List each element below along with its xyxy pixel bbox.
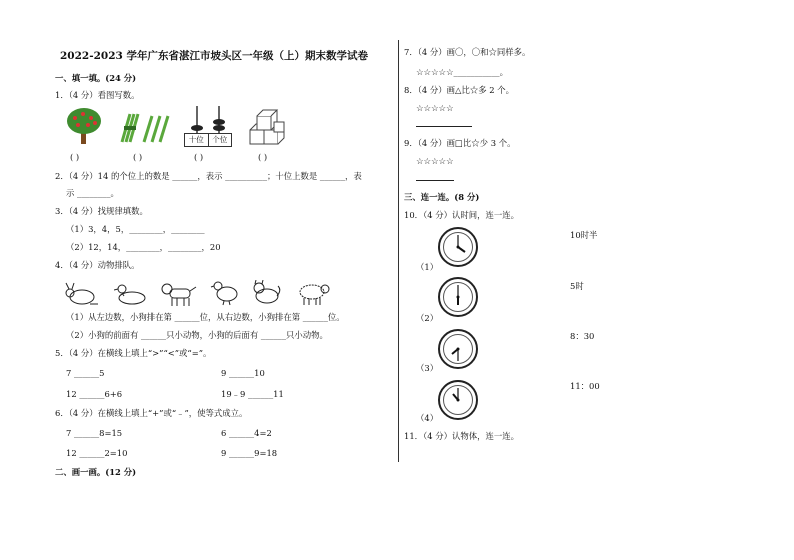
q6-item-2: 6 ______4=2 [221, 428, 272, 438]
time-option-2[interactable]: 5时 [570, 281, 584, 291]
sheep-icon [294, 280, 330, 306]
question-10: 10．（4 分）认时间，连一连。 [404, 210, 519, 220]
q5-item-4: 19﹣9 ______11 [221, 389, 284, 399]
clock-2-icon [438, 277, 478, 317]
question-2-line-2: 示 ________。 [66, 188, 119, 198]
clock-label-3: （3） [416, 363, 439, 373]
q5-item-3: 12 ______6+6 [66, 389, 123, 399]
question-8: 8．（4 分）画△比☆多 2 个。 [404, 85, 514, 95]
q5-item-2: 9 ______10 [221, 368, 265, 378]
duck-icon [114, 282, 148, 306]
time-option-4[interactable]: 11：00 [570, 381, 600, 391]
section-2-heading: 二、画一画。(12 分) [55, 467, 137, 477]
column-divider [398, 40, 399, 462]
clock-1-icon [438, 227, 478, 267]
clock-3-icon [438, 329, 478, 369]
sticks-bundle-icon [118, 110, 176, 146]
page-title: 2022-2023 学年广东省湛江市坡头区一年级（上）期末数学试卷 [60, 50, 368, 62]
time-option-1[interactable]: 10时半 [570, 230, 598, 240]
q6-item-4: 9 ______9=18 [221, 448, 278, 458]
q7-stars-line: ☆☆☆☆☆___________。 [416, 67, 508, 77]
question-7: 7．（4 分）画〇，〇和☆同样多。 [404, 47, 531, 57]
question-4-part-2: （2）小狗的前面有 ______只小动物，小狗的后面有 ______只小动物。 [66, 330, 328, 340]
cat-icon [250, 280, 282, 306]
section-1-heading: 一、填一填。(24 分) [55, 73, 137, 83]
question-3-part-2: （2）12，14，________，________，20 [66, 242, 221, 252]
question-2-line-1: 2．（4 分）14 的个位上的数是 ______，表示 __________；十位上数是 ______，表 [55, 171, 362, 181]
question-6: 6．（4 分）在横线上填上“+”或“﹣”，使等式成立。 [55, 408, 248, 418]
cubes-icon [248, 108, 292, 148]
question-3-part-1: （1）3，4，5，________，________ [66, 224, 205, 234]
clock-label-4: （4） [416, 413, 439, 423]
question-11: 11．（4 分）认物体，连一连。 [404, 431, 519, 441]
clock-label-2: （2） [416, 313, 439, 323]
question-3: 3．（4 分）找规律填数。 [55, 206, 148, 216]
rabbit-icon [64, 282, 100, 306]
answer-blank-4[interactable]: ( ) [258, 152, 268, 162]
question-1: 1．（4 分）看图写数。 [55, 90, 140, 100]
q6-item-1: 7 ______8=15 [66, 428, 123, 438]
answer-blank-1[interactable]: ( ) [70, 152, 80, 162]
abacus-icon [184, 104, 232, 148]
question-5: 5．（4 分）在横线上填上“>”“<”或“=”。 [55, 348, 212, 358]
q6-item-3: 12 ______2=10 [66, 448, 128, 458]
chicken-icon [210, 280, 240, 306]
q8-stars: ☆☆☆☆☆ [416, 103, 454, 113]
section-3-heading: 三、连一连。(8 分) [404, 192, 480, 202]
question-4: 4．（4 分）动物排队。 [55, 260, 140, 270]
question-4-part-1: （1）从左边数，小狗排在第 ______位，从右边数，小狗排在第 ______位。 [66, 312, 345, 322]
clock-4-icon [438, 380, 478, 420]
dog-icon [160, 281, 198, 307]
apple-tree-icon [64, 106, 104, 146]
answer-blank-2[interactable]: ( ) [133, 152, 143, 162]
q9-stars: ☆☆☆☆☆ [416, 156, 454, 166]
question-9: 9．（4 分）画□比☆少 3 个。 [404, 138, 516, 148]
abacus-tens-label: 十位 [185, 134, 209, 146]
q9-answer-line[interactable] [416, 180, 454, 181]
q8-answer-line[interactable] [416, 126, 472, 127]
answer-blank-3[interactable]: ( ) [194, 152, 204, 162]
q5-item-1: 7 ______5 [66, 368, 105, 378]
clock-label-1: （1） [416, 262, 439, 272]
time-option-3[interactable]: 8：30 [570, 331, 595, 341]
abacus-ones-label: 个位 [212, 135, 228, 144]
